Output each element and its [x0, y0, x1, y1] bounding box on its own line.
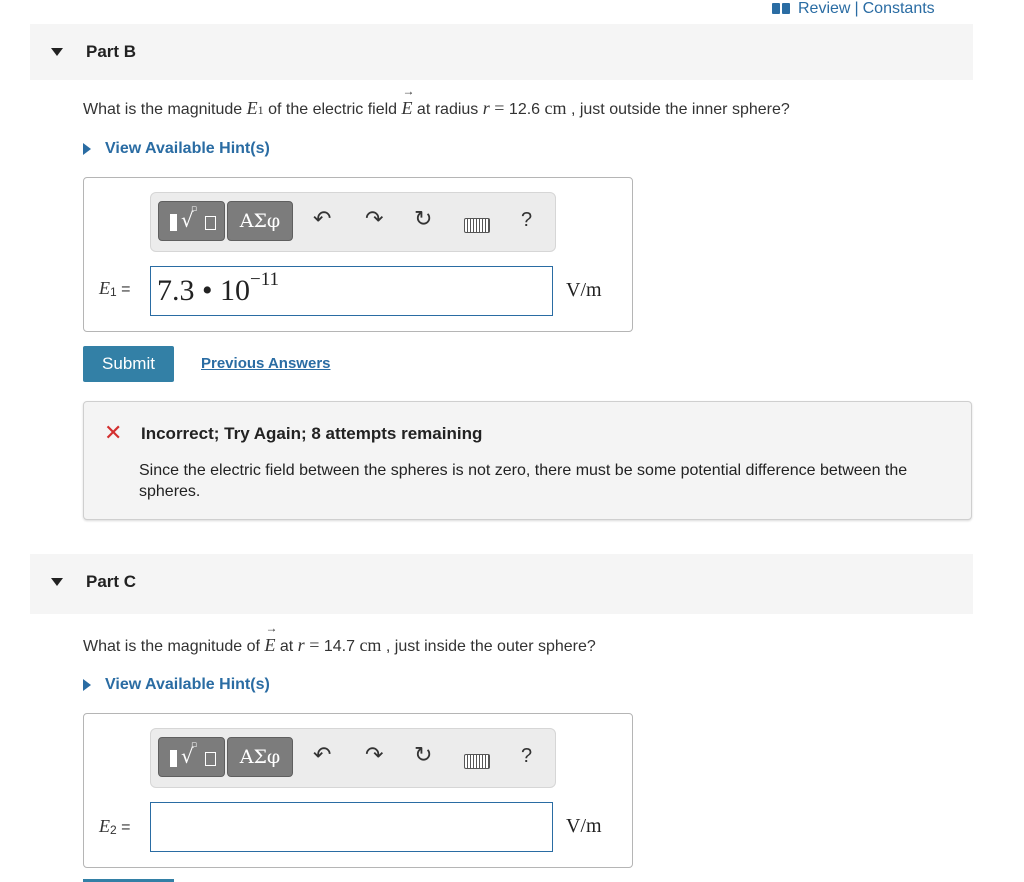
radical-icon: √ [181, 744, 194, 768]
help-icon[interactable]: ? [521, 209, 533, 231]
feedback-message: Since the electric field between the spheres is not zero, there must be some potential difference between the spheres. [139, 462, 908, 500]
part-b-answer-box [83, 177, 633, 332]
greek-symbols-button[interactable]: ΑΣφ [227, 201, 293, 241]
radical-icon: √ [181, 208, 194, 232]
caret-right-icon [83, 143, 91, 155]
submit-button[interactable]: Submit [83, 346, 174, 382]
feedback-title: Incorrect; Try Again; 8 attempts remaining [141, 424, 483, 443]
part-c-title: Part C [86, 572, 137, 591]
math-toolbar [150, 728, 556, 788]
part-c-header[interactable] [30, 554, 973, 614]
constants-link[interactable]: Constants [862, 0, 935, 17]
question-text: of the electric field [263, 101, 402, 118]
reset-icon[interactable]: ↻ [414, 743, 433, 768]
undo-icon[interactable]: ↶ [313, 743, 332, 768]
templates-button[interactable] [158, 737, 225, 777]
part-b-question [83, 98, 790, 119]
incorrect-x-icon: ✕ [104, 420, 123, 445]
equals-sign: = [304, 635, 324, 655]
question-text: , just outside the inner sphere? [566, 101, 790, 118]
collapse-triangle-icon[interactable] [51, 48, 63, 56]
question-text: , just inside the outer sphere? [381, 638, 596, 655]
help-icon[interactable]: ? [521, 745, 533, 767]
question-text: What is the magnitude of [83, 638, 265, 655]
hint-label[interactable]: View Available Hint(s) [105, 676, 270, 693]
caret-right-icon [83, 679, 91, 691]
radius-value: 12.6 [508, 101, 541, 118]
collapse-triangle-icon[interactable] [51, 578, 63, 586]
square-box-icon [205, 216, 216, 230]
reset-icon[interactable]: ↻ [414, 207, 433, 232]
keyboard-icon[interactable] [464, 218, 490, 233]
fraction-icon: ▫ [191, 740, 198, 750]
answer-input[interactable] [150, 266, 553, 316]
part-b-hint-toggle[interactable] [83, 140, 270, 158]
part-b-header[interactable] [30, 24, 973, 80]
vector-e-symbol: → E [264, 635, 275, 656]
question-text: at [275, 638, 298, 655]
answer-unit: V/m [566, 815, 602, 837]
equals-sign: = [489, 98, 509, 118]
book-icon [772, 3, 790, 15]
keyboard-icon[interactable] [464, 754, 490, 769]
feedback-panel [83, 401, 972, 520]
answer-variable-label: E2 = [99, 816, 131, 837]
cursor-block-icon [170, 214, 177, 231]
answer-input[interactable] [150, 802, 553, 852]
answer-value: 7.3 • $10^{-11}$ [157, 269, 280, 307]
answer-variable-label: E1 = [99, 278, 131, 299]
part-b-title: Part B [86, 42, 137, 61]
fraction-icon: ▫ [191, 204, 198, 214]
radius-value: 14.7 [323, 638, 355, 655]
greek-symbols-button[interactable]: ΑΣφ [227, 737, 293, 777]
review-link[interactable]: Review [798, 0, 851, 17]
math-toolbar [150, 192, 556, 252]
part-c-hint-toggle[interactable] [83, 676, 270, 694]
redo-icon[interactable]: ↷ [365, 207, 384, 232]
question-text: What is the magnitude [83, 101, 247, 118]
link-separator: | [854, 0, 859, 17]
radius-unit: cm [359, 635, 382, 655]
part-c-question [83, 635, 596, 656]
redo-icon[interactable]: ↷ [365, 743, 384, 768]
part-c-answer-box [83, 713, 633, 868]
top-links [772, 0, 935, 18]
square-box-icon [205, 752, 216, 766]
answer-unit: V/m [566, 279, 602, 301]
templates-button[interactable] [158, 201, 225, 241]
hint-label[interactable]: View Available Hint(s) [105, 140, 270, 157]
question-text: at radius [412, 101, 483, 118]
previous-answers-link[interactable]: Previous Answers [201, 355, 331, 372]
cursor-block-icon [170, 750, 177, 767]
radius-unit: cm [544, 98, 567, 118]
undo-icon[interactable]: ↶ [313, 207, 332, 232]
vector-e-symbol: → E [401, 98, 412, 119]
symbol-e1: E1 [246, 98, 264, 118]
symbol-r: r [482, 98, 490, 118]
symbol-r: r [297, 635, 305, 655]
